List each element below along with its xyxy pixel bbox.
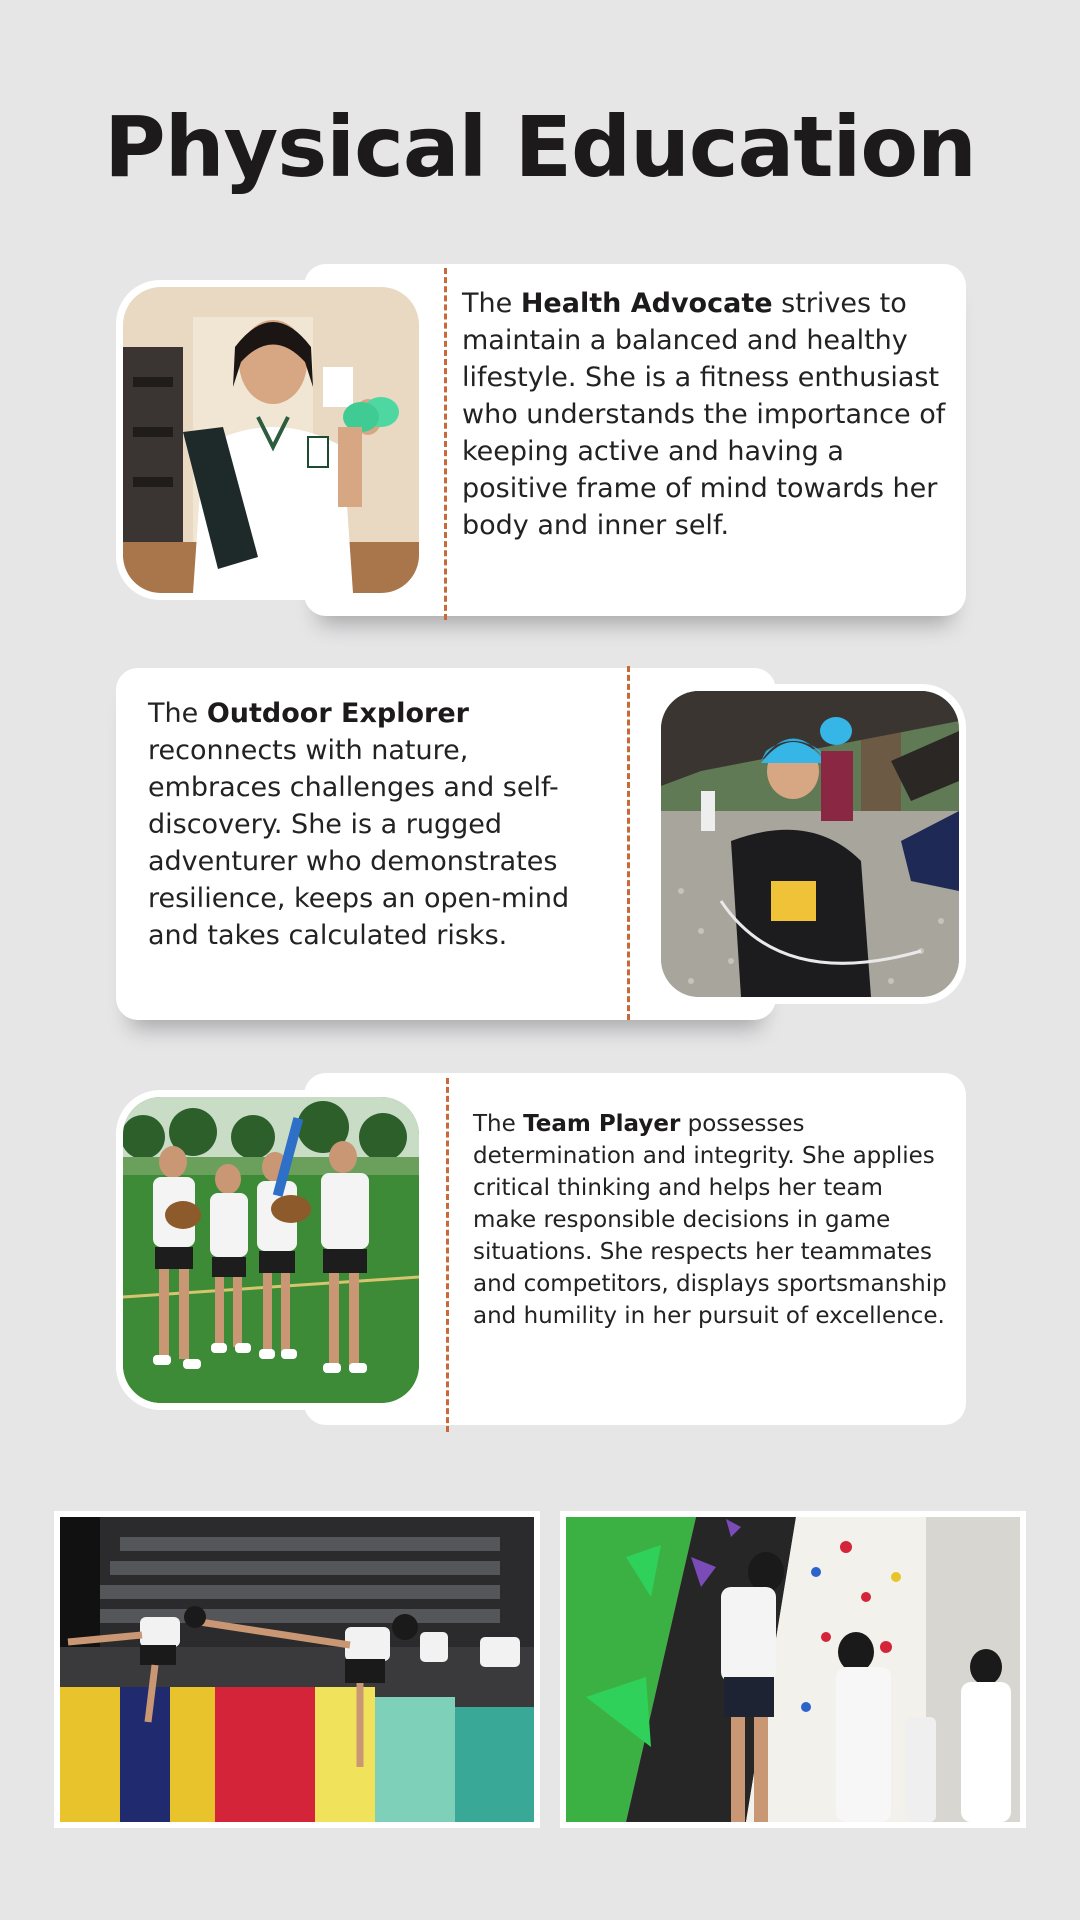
outdoor-explorer-divider xyxy=(627,666,630,1020)
gallery-photo-balance xyxy=(54,1511,540,1828)
team-player-description xyxy=(473,1108,953,1332)
health-advocate-description xyxy=(462,285,952,544)
gallery-photo-climbing xyxy=(560,1511,1026,1828)
team-player-photo xyxy=(123,1097,419,1403)
outdoor-explorer-description xyxy=(148,695,610,954)
health-advocate-divider xyxy=(444,268,447,620)
health-advocate-text: strives to maintain a balanced and healthy lifestyle. She is a fitness enthusiast who understands the importance of keeping active and having a positive frame of mind towards her body and inner self. xyxy=(462,288,946,541)
team-player-text: possesses determination and integrity. She applies critical thinking and helps her team make responsible decisions in game situations. She respects her teammates and competitors, displays sportsmanship and humility in her pursuit of excellence. xyxy=(473,1111,947,1329)
outdoor-explorer-text: reconnects with nature, embraces challenges and self-discovery. She is a rugged adventurer who demonstrates resilience, keeps an open-mind and takes calculated risks. xyxy=(148,735,570,951)
outdoor-explorer-photo-frame xyxy=(654,684,966,1004)
team-player-heading: Team Player xyxy=(523,1111,681,1137)
health-advocate-prefix: The xyxy=(462,288,521,319)
outdoor-explorer-heading: Outdoor Explorer xyxy=(206,698,469,729)
page-title: Physical Education xyxy=(104,98,976,196)
team-player-photo-frame xyxy=(116,1090,426,1410)
outdoor-explorer-photo xyxy=(661,691,959,997)
team-player-divider xyxy=(446,1078,449,1432)
team-player-prefix: The xyxy=(473,1111,524,1137)
health-advocate-photo xyxy=(123,287,419,593)
health-advocate-heading: Health Advocate xyxy=(520,288,773,319)
outdoor-explorer-prefix: The xyxy=(148,698,207,729)
health-advocate-photo-frame xyxy=(116,280,426,600)
